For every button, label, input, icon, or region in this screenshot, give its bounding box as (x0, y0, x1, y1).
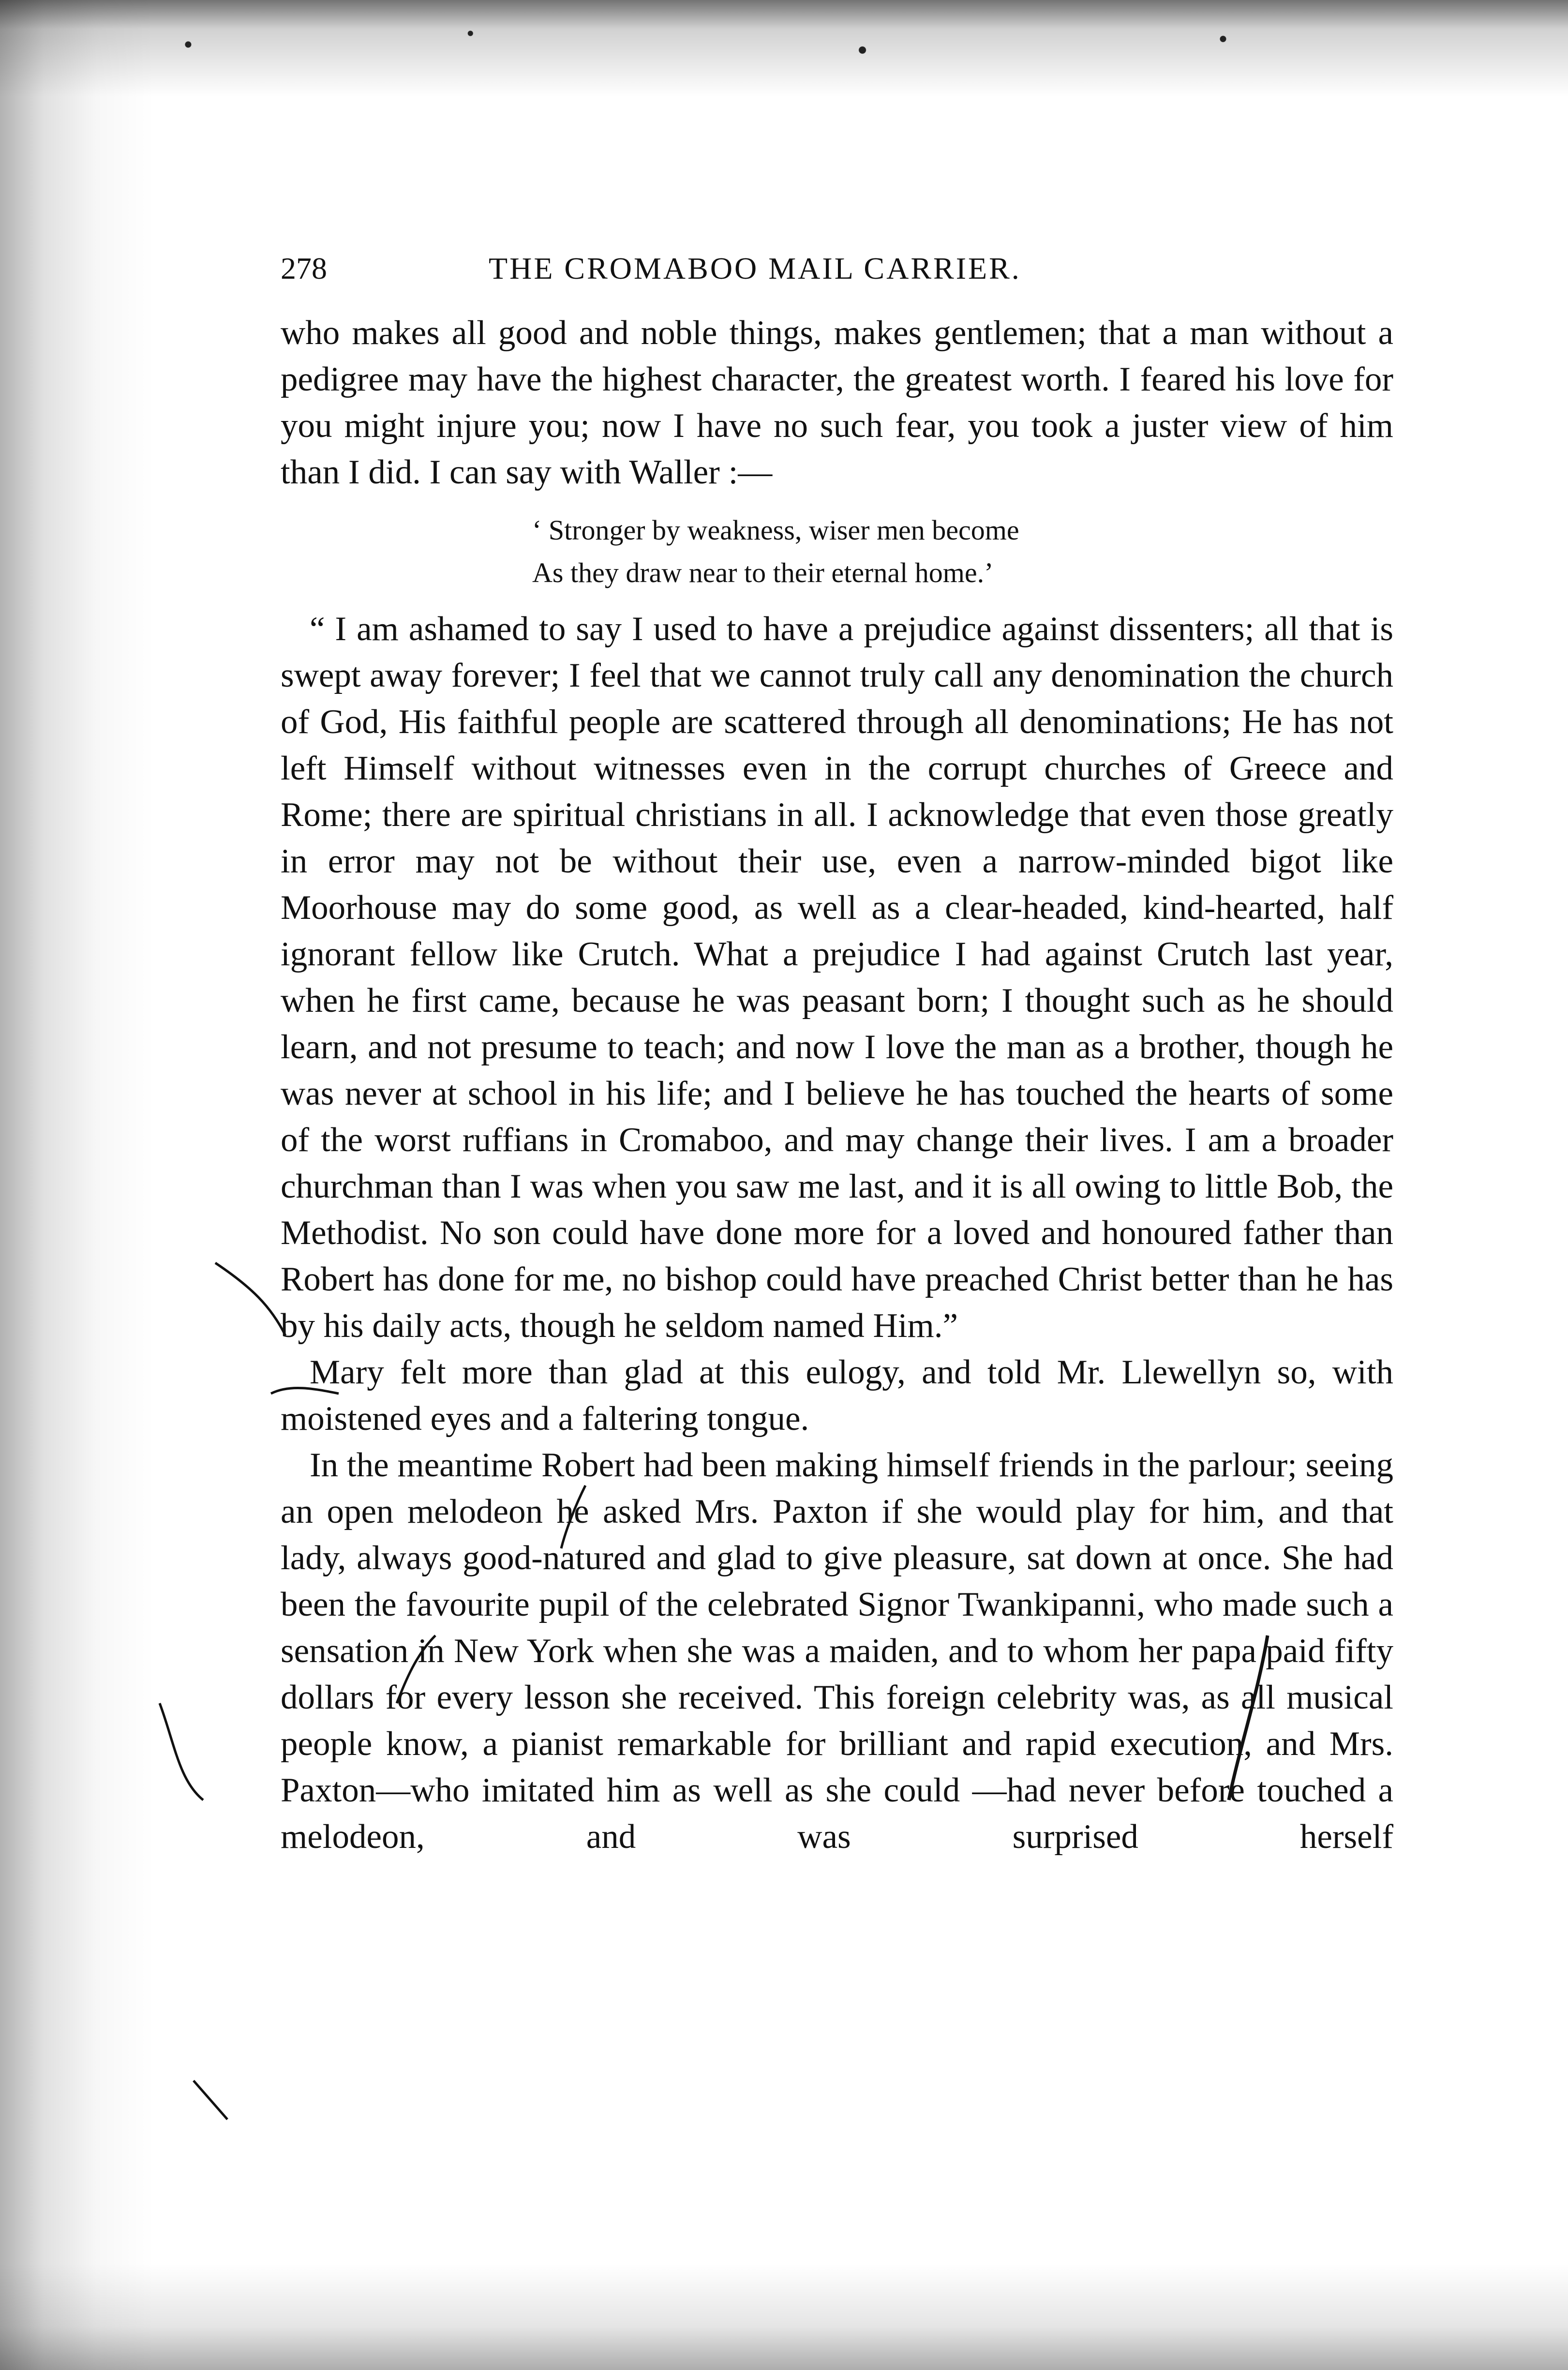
paragraph-1: who makes all good and noble things, makes gentlemen; that a man without a pedigree may have the highest character, the greatest worth. I feared his love for you might injure you; now I have no such fear, you took a juster view of him than I did. I can say with Waller :— (281, 314, 1393, 491)
quote-line-1: ‘ Stronger by weakness, wiser men become (532, 514, 1019, 546)
running-head: THE CROMABOO MAIL CARRIER. (489, 251, 1021, 285)
scan-noise-bottom (0, 2259, 1568, 2370)
paragraph-2: “ I am ashamed to say I used to have a prejudice against dissenters; all that is swept away forever; I feel that we cannot truly call any denomination the church of God, His faithful people are scattered through all denominations; He has not left Himself without witnesses even in the corrupt churches of Greece and Rome; there are spiritual christians in all. I acknowledge that even those greatly in error may not be without their use, even a narrow-minded bigot like Moorhouse may do some good, as well as a clear-headed, kind-hearted, half ignorant fellow like Crutch. What a prejudice I had against Crutch last year, when he first came, because he was peasant born; I thought such as he should learn, and not presume to teach; and now I love the man as a brother, though he was never at school in his life; and I believe he has touched the hearts of some of the worst ruffians in Cromaboo, and may change their lives. I am a broader churchman than I was when you saw me last, and it is all owing to little Bob, the Methodist. No son could have done more for a loved and honoured father than Robert has done for me, no bishop could have preached Christ better than he has by his daily acts, though he seldom named Him.” (281, 610, 1393, 1345)
quote-line-2: As they draw near to their eternal home.’ (532, 557, 994, 588)
block-quote (281, 509, 1393, 594)
paragraph-3: Mary felt more than glad at this eulogy, and told Mr. Llewellyn so, with moistened eyes and a faltering tongue. (281, 1353, 1393, 1438)
page-number: 278 (281, 251, 327, 285)
scan-noise-top (0, 0, 1568, 111)
scan-noise-left (0, 0, 160, 2370)
page-header (281, 242, 1393, 295)
paragraph-4: In the meantime Robert had been making himself friends in the parlour; seeing an open melodeon he asked Mrs. Paxton if she would play for him, and that lady, always good-natured and glad to give pleasure, sat down at once. She had been the favourite pupil of the celebrated Signor Twankipanni, who made such a sensation in New York when she was a maiden, and to whom her papa paid fifty dollars for every lesson she received. This foreign celebrity was, as all musical people know, a pianist remarkable for brilliant and rapid execution, and Mrs. Paxton—who imitated him as well as she could —had never before touched a melodeon, and was surprised herself (281, 1446, 1393, 1856)
body-text (281, 310, 1393, 1860)
